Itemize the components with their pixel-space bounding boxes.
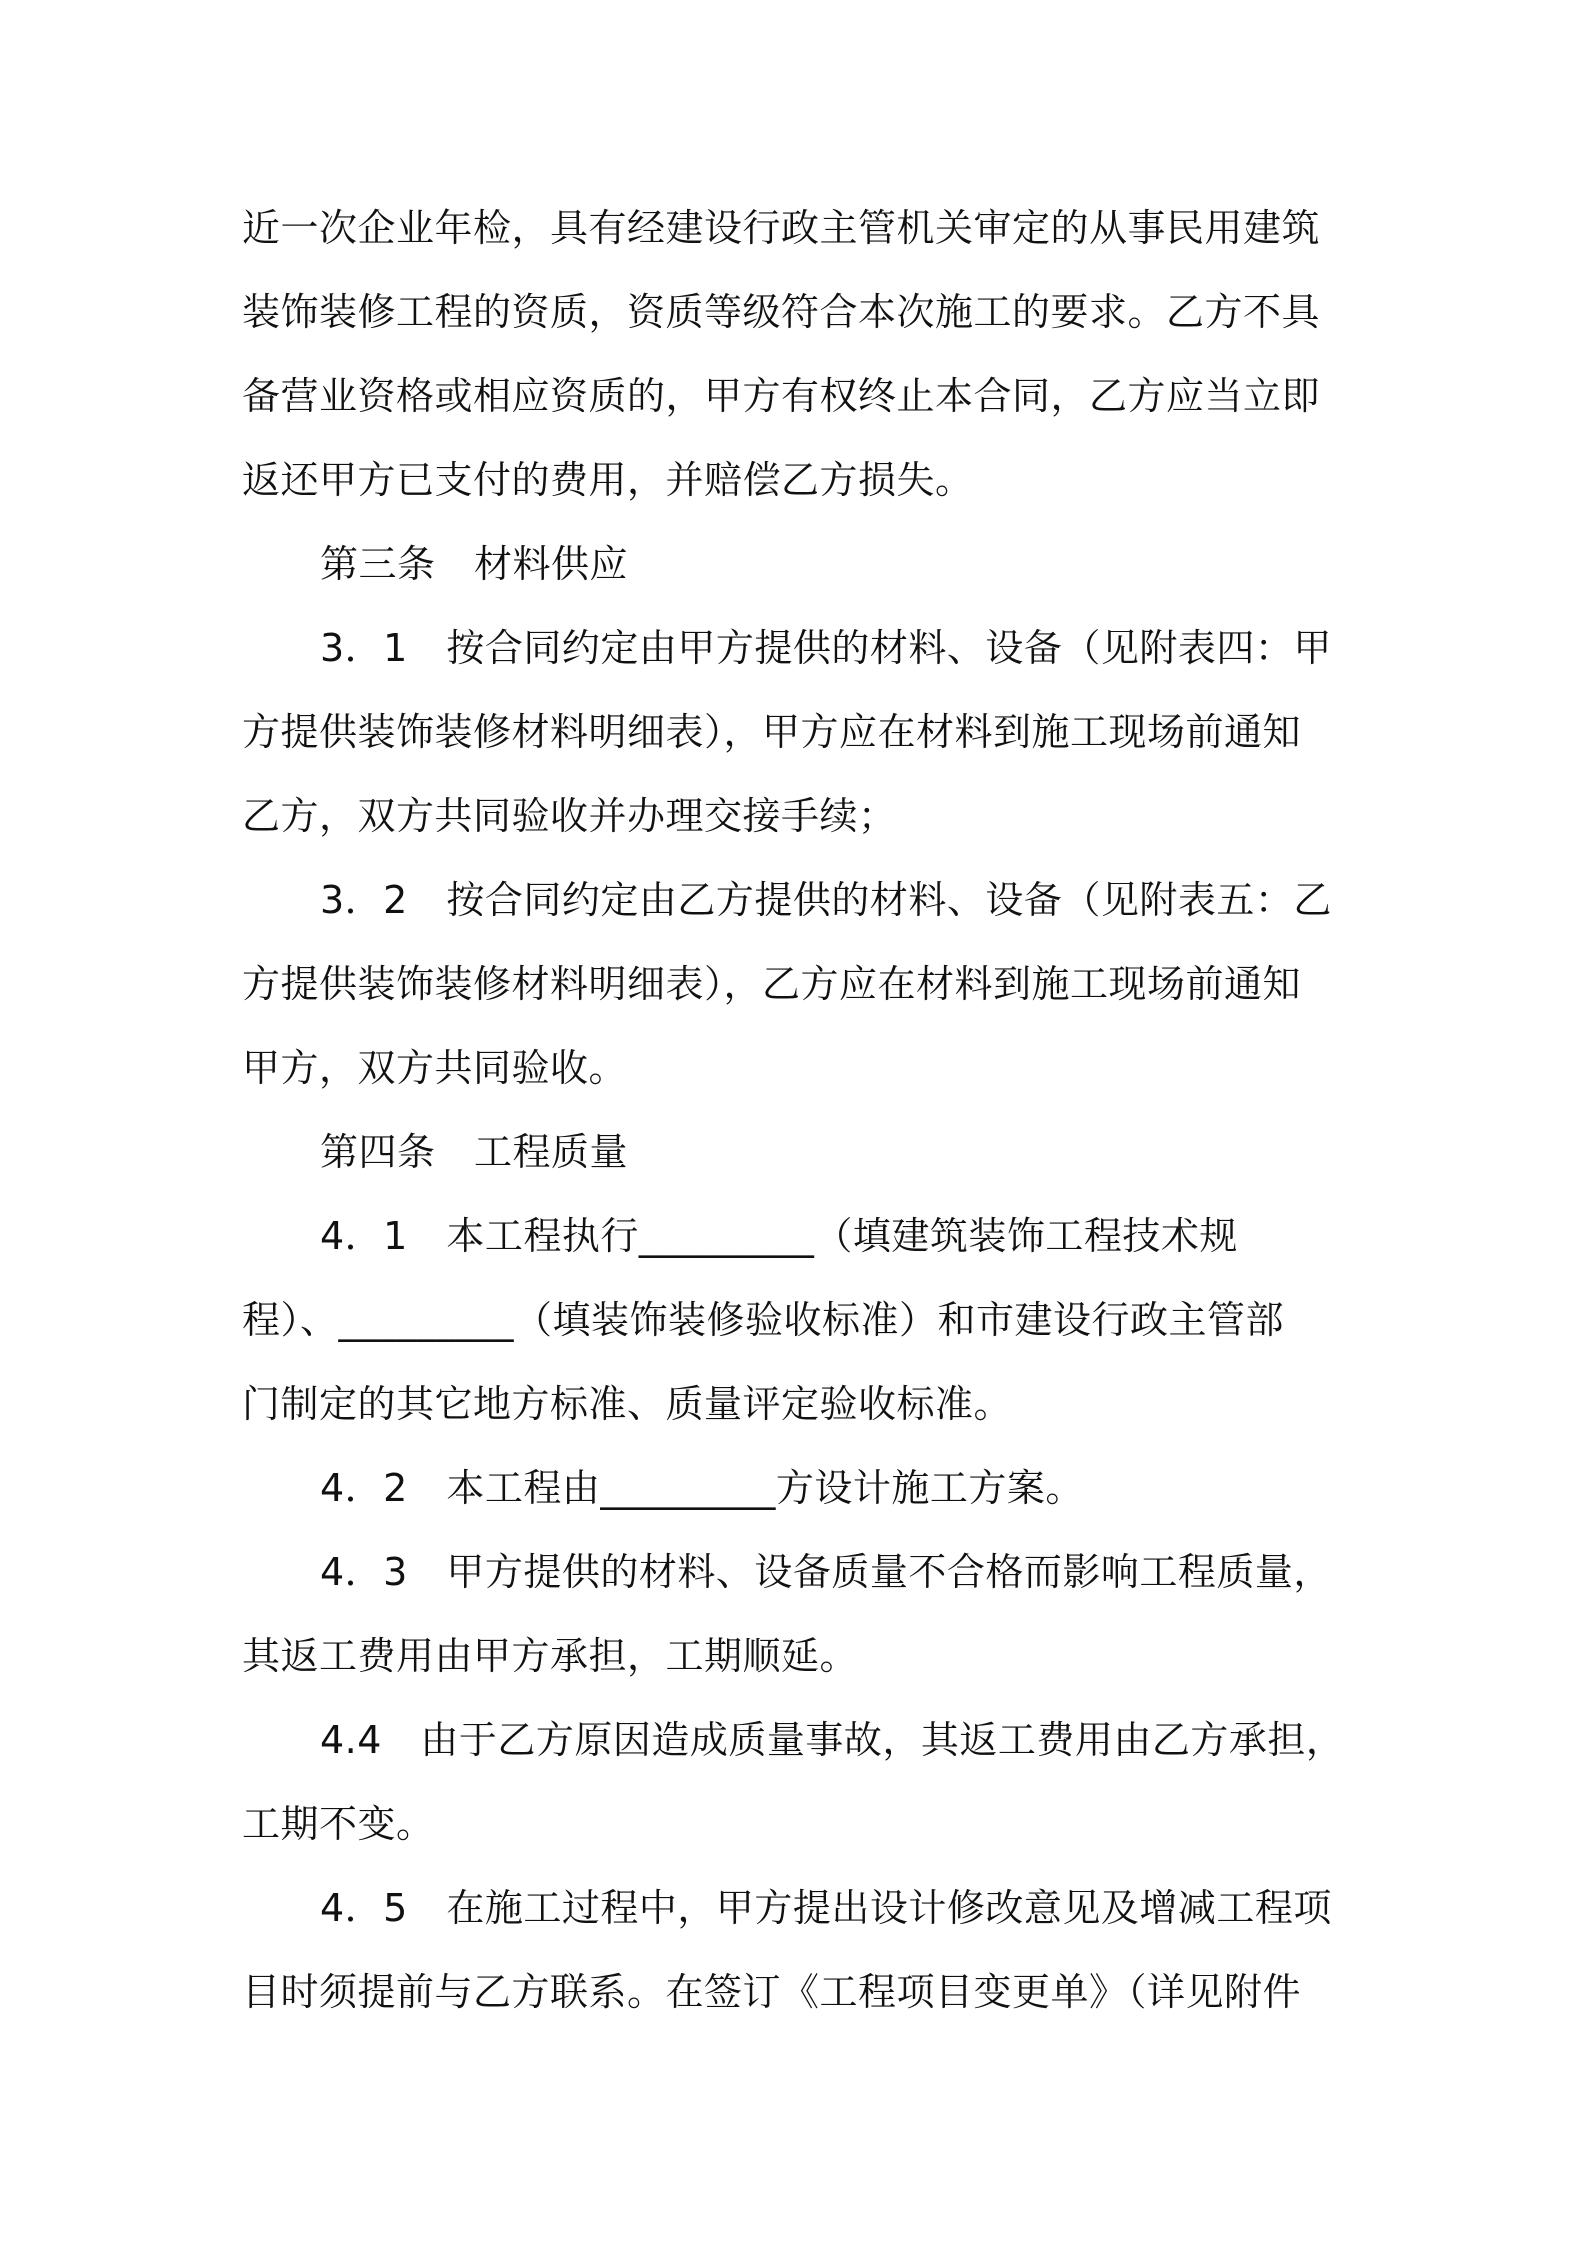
clause-text: 4．5 在施工过程中，甲方提出设计修改意见及增减工程项 <box>320 1886 1332 1930</box>
text-line: 装饰装修工程的资质，资质等级符合本次施工的要求。乙方不具 <box>242 290 1321 334</box>
text-line: 近一次企业年检，具有经建设行政主管机关审定的从事民用建筑 <box>242 206 1321 250</box>
text-line: 其返工费用由甲方承担，工期顺延。 <box>242 1634 859 1678</box>
clause-text: 4．2 本工程由_________方设计施工方案。 <box>320 1466 1084 1510</box>
section-heading: 第三条 材料供应 <box>320 542 629 586</box>
text-line: 方提供装饰装修材料明细表），乙方应在材料到施工现场前通知 <box>242 962 1302 1006</box>
clause-text: 4．3 甲方提供的材料、设备质量不合格而影响工程质量， <box>320 1550 1332 1594</box>
text-line: 目时须提前与乙方联系。在签订《工程项目变更单》（详见附件 <box>242 1970 1302 2014</box>
text-line: 甲方，双方共同验收。 <box>242 1046 628 1090</box>
text-line: 方提供装饰装修材料明细表），甲方应在材料到施工现场前通知 <box>242 710 1302 754</box>
text-line: 返还甲方已支付的费用，并赔偿乙方损失。 <box>242 458 974 502</box>
text-line: 工期不变。 <box>242 1802 435 1846</box>
text-line: 门制定的其它地方标准、质量评定验收标准。 <box>242 1382 1013 1426</box>
clause-text: 4．1 本工程执行_________（填建筑装饰工程技术规 <box>320 1214 1238 1258</box>
section-heading: 第四条 工程质量 <box>320 1130 629 1174</box>
clause-text: 4.4 由于乙方原因造成质量事故，其返工费用由乙方承担， <box>320 1718 1345 1762</box>
text-line: 备营业资格或相应资质的，甲方有权终止本合同，乙方应当立即 <box>242 374 1321 418</box>
text-line: 程）、_________（填装饰装修验收标准）和市建设行政主管部 <box>242 1298 1285 1342</box>
clause-text: 3．2 按合同约定由乙方提供的材料、设备（见附表五：乙 <box>320 878 1332 922</box>
text-line: 乙方，双方共同验收并办理交接手续； <box>242 794 897 838</box>
clause-text: 3．1 按合同约定由甲方提供的材料、设备（见附表四：甲 <box>320 626 1332 670</box>
